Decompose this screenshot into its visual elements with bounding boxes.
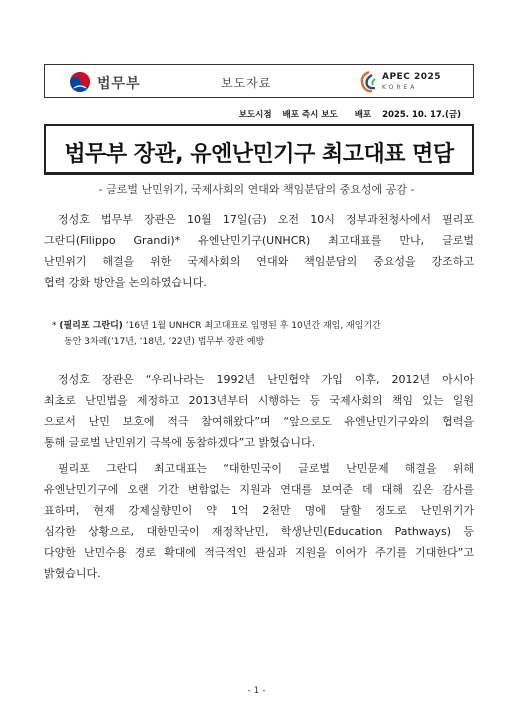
- page-title: 법무부 장관, 유엔난민기구 최고대표 면담: [64, 142, 454, 167]
- header-banner: [44, 64, 474, 98]
- paragraph-2: [44, 369, 474, 453]
- footnote-line-1: ’16년 1월 UNHCR 최고대표로 임명된 후 10년간 재임, 재임기간: [125, 321, 381, 331]
- paragraph-1: [44, 209, 474, 293]
- paragraph-line: 난민위기 해결을 위한 국제사회의 연대와 책임분담의 중요성을 강조하고: [44, 255, 474, 268]
- government-emblem-icon: [69, 71, 91, 93]
- paragraph-line: 심각한 상황으로, 대한민국이 재정착난민, 학생난민(Education Pathways) 등: [44, 525, 474, 538]
- press-release-label: 보도자료: [221, 76, 272, 90]
- paragraph-line: 통해 글로벌 난민위기 극복에 동참하겠다”고 밝혔습니다.: [44, 436, 316, 449]
- paragraph-line: 필리포 그란디 최고대표는 “대한민국이 글로벌 난민문제 해결을 위해: [58, 462, 474, 475]
- paragraph-line: 유엔난민기구에 오랜 기간 변함없는 지원과 연대를 보여준 데 대해 깊은 감사를: [44, 483, 474, 496]
- apec-subtitle: KOREA: [382, 84, 418, 91]
- release-info: [231, 108, 461, 120]
- paragraph-line: 정성호 장관은 “우리나라는 1992년 난민협약 가입 이후, 2012년 아시아: [58, 373, 474, 386]
- ministry-name: 법무부: [97, 76, 141, 92]
- apec-title: APEC 2025: [382, 72, 441, 82]
- paragraph-line: 으로서 난민 보호에 적극 참여해왔다”며 “앞으로도 유엔난민기구와의 협력을: [44, 415, 474, 428]
- paragraph-line: 다양한 난민수용 경로 확대에 적극적인 관심과 지원을 이어가 주기를 기대한다”고: [44, 546, 474, 559]
- paragraph-line: 그란디(Filippo Grandi)* 유엔난민기구(UNHCR) 최고대표를 만나, 글로벌: [44, 234, 474, 247]
- paragraph-3: [44, 458, 474, 584]
- paragraph-line: 표하며, 현재 강제실향민이 약 1억 2천만 명에 달할 정도로 난민위기가: [44, 504, 474, 517]
- paragraph-line: 최초로 난민법을 제정하고 2013년부터 시행하는 등 국제사회의 책임 있는 일원: [44, 394, 474, 407]
- page-number: - 1 -: [247, 686, 266, 696]
- paragraph-line: 정성호 법무부 장관은 10월 17일(금) 오전 10시 정부과천청사에서 필리포: [58, 213, 474, 226]
- embargo-value: 배포 즉시 보도: [282, 110, 338, 120]
- paragraph-line: 밝혔습니다.: [44, 567, 101, 580]
- date-value: 2025. 10. 17.(금): [382, 110, 461, 120]
- title-box: [44, 124, 474, 175]
- apec-logo-icon: [357, 70, 379, 94]
- footnote-marker: *: [52, 321, 57, 331]
- page-subtitle: - 글로벌 난민위기, 국제사회의 연대와 책임분담의 중요성에 공감 -: [98, 183, 415, 196]
- paragraph-line: 협력 강화 방안을 논의하였습니다.: [44, 276, 207, 289]
- date-label: 배포: [354, 110, 372, 120]
- footnote: [52, 318, 472, 350]
- footnote-name: (필리포 그란디): [59, 321, 123, 331]
- embargo-label: 보도시점: [238, 110, 272, 120]
- footnote-line-2: 동안 3차례(’17년, ’18년, ’22년) 법무부 장관 예방: [64, 337, 265, 347]
